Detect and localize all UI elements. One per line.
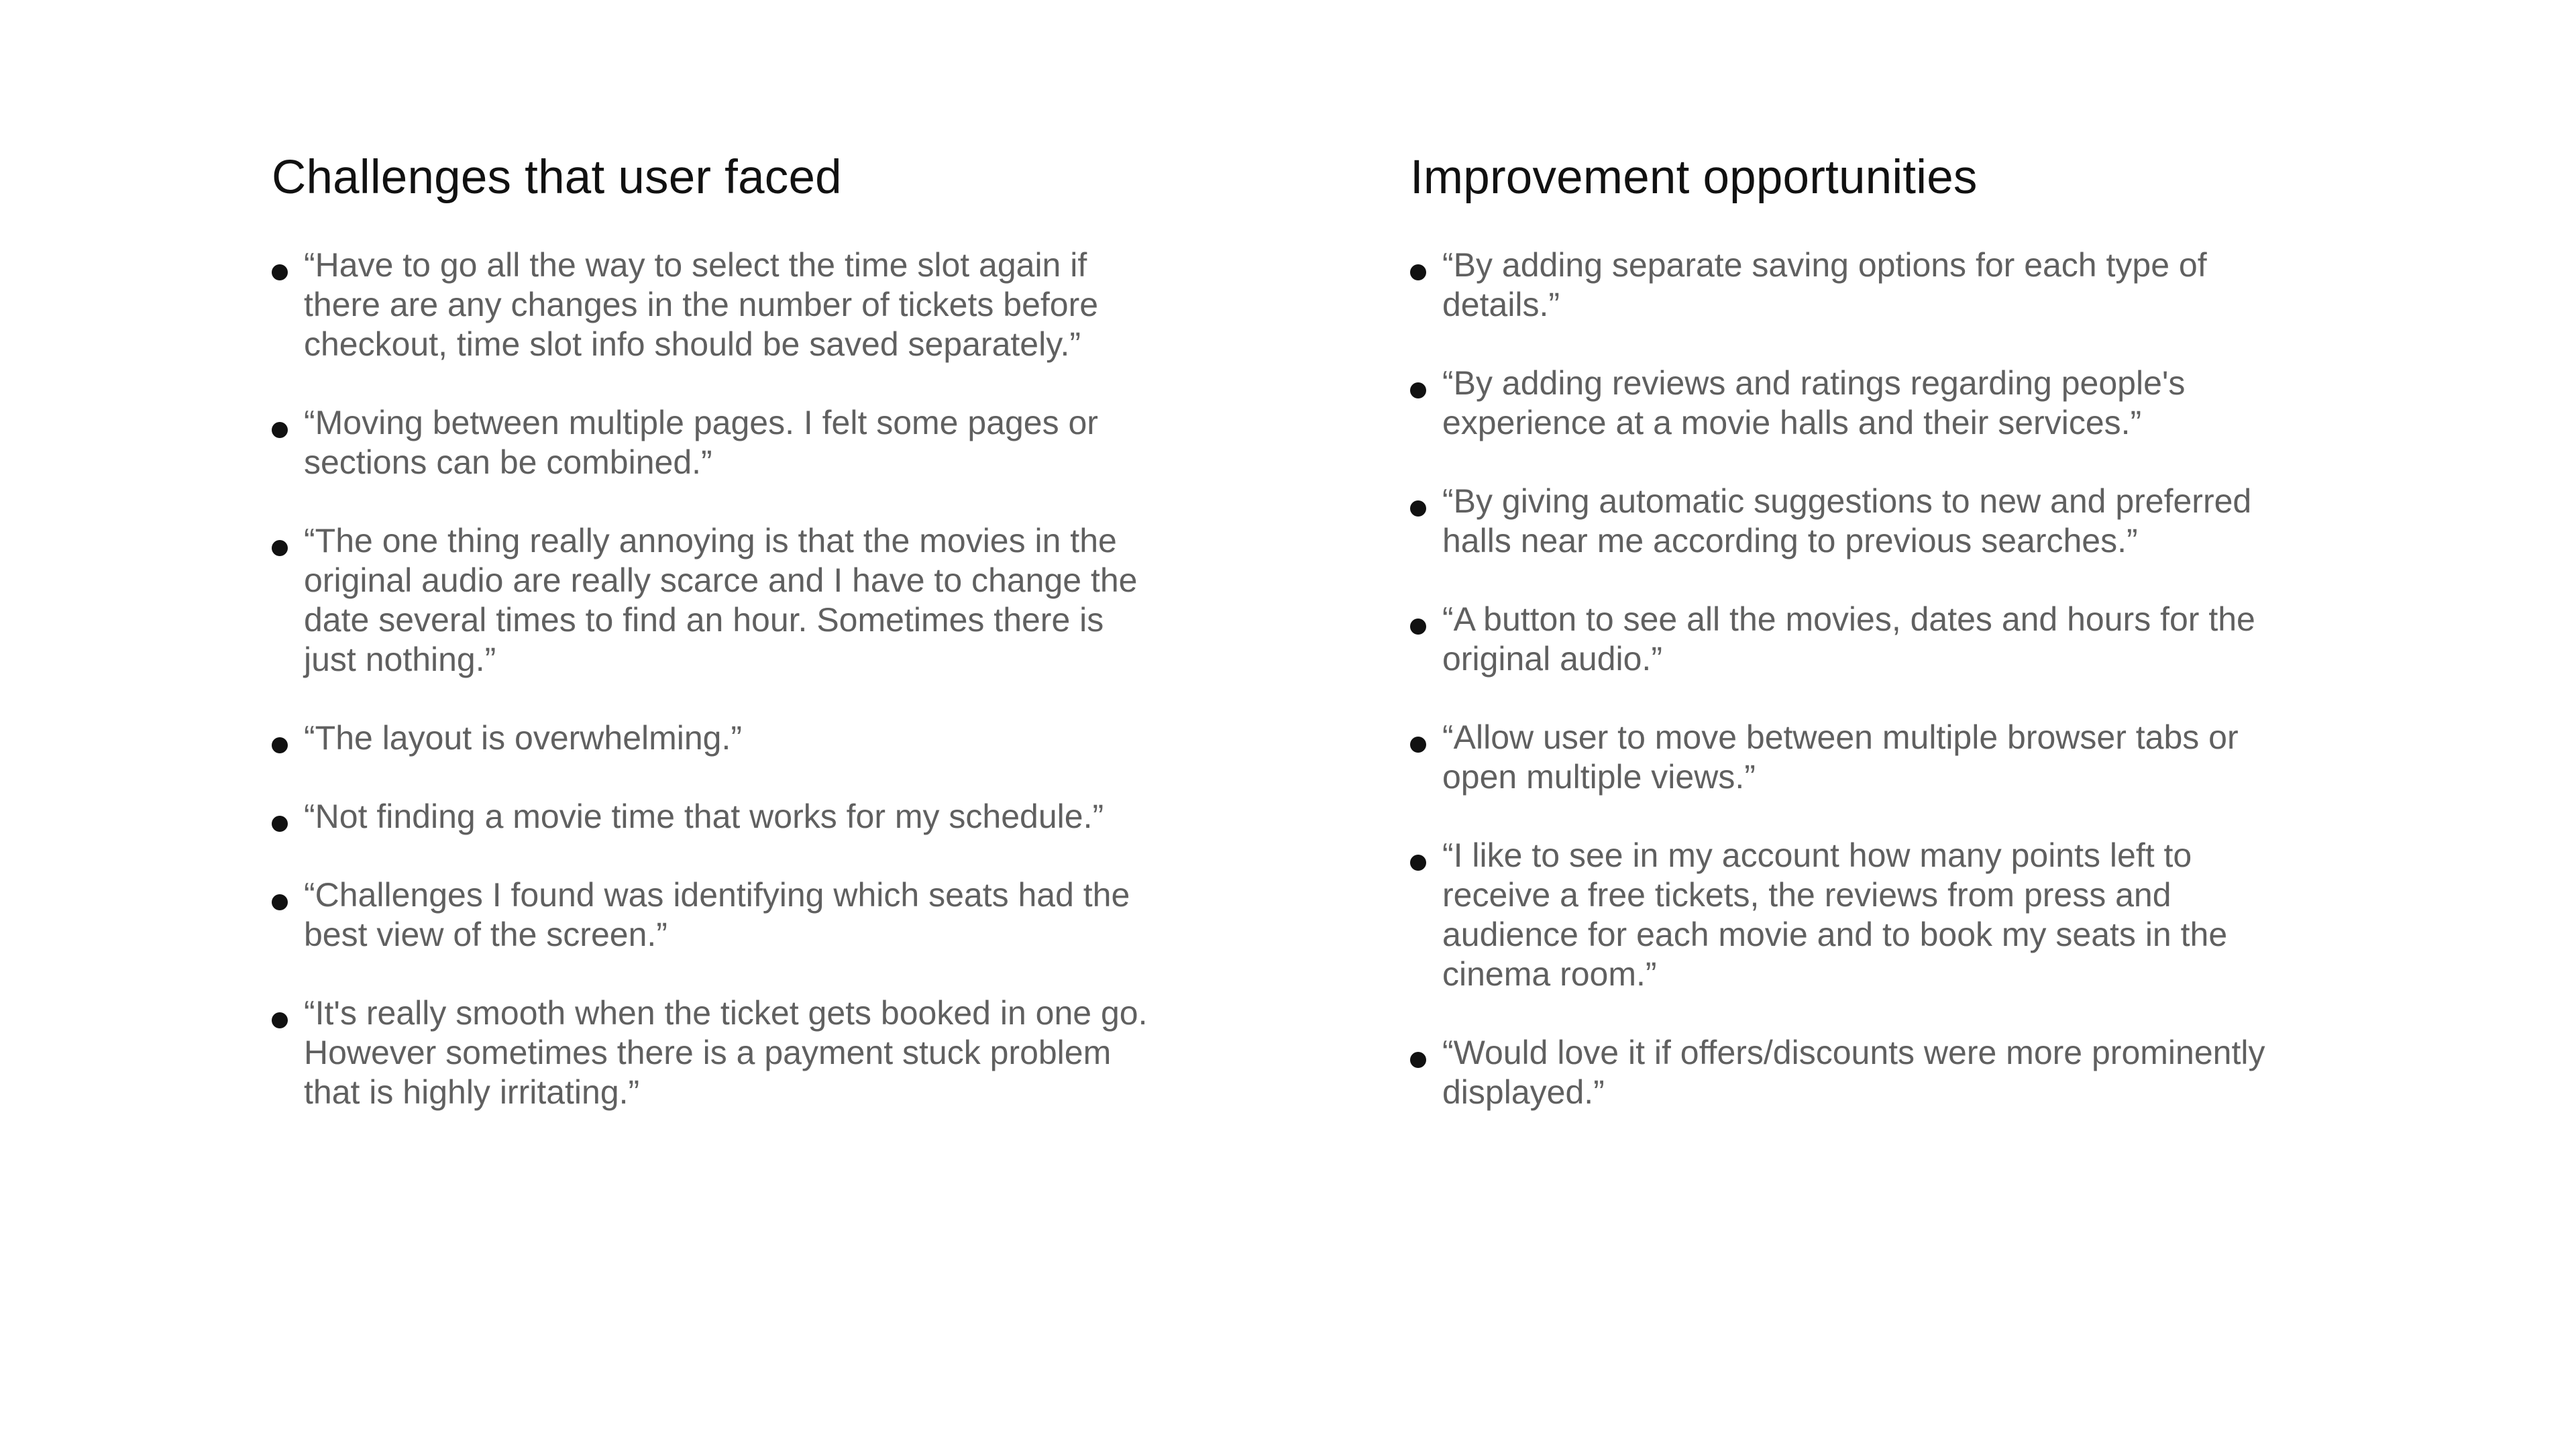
improvement-text: “Would love it if offers/discounts were more prominently displayed.” <box>1442 1034 2265 1111</box>
challenge-text: “Moving between multiple pages. I felt some pages or sections can be combined.” <box>304 404 1098 481</box>
challenge-item <box>272 246 1164 364</box>
bullet-dot-icon <box>272 422 288 438</box>
improvement-text: “By giving automatic suggestions to new and preferred halls near me according to previous searches.” <box>1442 482 2252 559</box>
bullet-dot-icon <box>272 540 288 556</box>
improvement-text: “I like to see in my account how many points left to receive a free tickets, the reviews from press and audience for each movie and to book my seats in the cinema room.” <box>1442 837 2228 993</box>
improvement-item <box>1410 600 2302 679</box>
challenge-text: “Challenges I found was identifying which seats had the best view of the screen.” <box>304 876 1130 953</box>
bullet-dot-icon <box>272 737 288 753</box>
improvement-item <box>1410 718 2302 797</box>
improvement-text: “A button to see all the movies, dates and hours for the original audio.” <box>1442 600 2255 678</box>
challenge-text: “It's really smooth when the ticket gets booked in one go. However sometimes there is a payment stuck problem that is highly irritating.” <box>304 994 1148 1111</box>
bullet-dot-icon <box>272 894 288 910</box>
bullet-dot-icon <box>1410 1052 1426 1068</box>
improvement-item <box>1410 1033 2302 1112</box>
challenge-item <box>272 797 1164 837</box>
improvement-item <box>1410 482 2302 561</box>
challenges-section <box>272 148 1164 1112</box>
challenge-item <box>272 994 1164 1112</box>
challenges-list <box>272 246 1164 1112</box>
challenge-item <box>272 521 1164 680</box>
improvement-text: “Allow user to move between multiple browser tabs or open multiple views.” <box>1442 718 2239 796</box>
challenge-text: “The layout is overwhelming.” <box>304 719 743 757</box>
bullet-dot-icon <box>1410 382 1426 398</box>
challenge-text: “Not finding a movie time that works for my schedule.” <box>304 798 1104 835</box>
improvement-item <box>1410 246 2302 325</box>
challenge-text: “The one thing really annoying is that the movies in the original audio are really scarce and I have to change the date several times to find an hour. Sometimes there is just nothing.” <box>304 522 1138 678</box>
bullet-dot-icon <box>272 816 288 832</box>
improvement-item <box>1410 364 2302 443</box>
bullet-dot-icon <box>1410 855 1426 871</box>
challenge-text: “Have to go all the way to select the time slot again if there are any changes in the number of tickets before checkout, time slot info should be saved separately.” <box>304 246 1099 363</box>
challenge-item <box>272 718 1164 758</box>
challenges-heading: Challenges that user faced <box>272 151 842 204</box>
bullet-dot-icon <box>1410 619 1426 635</box>
improvement-text: “By adding reviews and ratings regarding people's experience at a movie halls and their services.” <box>1442 364 2186 441</box>
improvements-section <box>1410 148 2302 1112</box>
bullet-dot-icon <box>272 264 288 280</box>
improvements-heading: Improvement opportunities <box>1410 151 1978 204</box>
bullet-dot-icon <box>1410 500 1426 517</box>
improvement-text: “By adding separate saving options for each type of details.” <box>1442 246 2207 323</box>
bullet-dot-icon <box>1410 737 1426 753</box>
bullet-dot-icon <box>272 1012 288 1028</box>
improvements-list <box>1410 246 2302 1112</box>
improvement-item <box>1410 836 2302 994</box>
challenge-item <box>272 403 1164 482</box>
bullet-dot-icon <box>1410 264 1426 280</box>
challenge-item <box>272 875 1164 955</box>
